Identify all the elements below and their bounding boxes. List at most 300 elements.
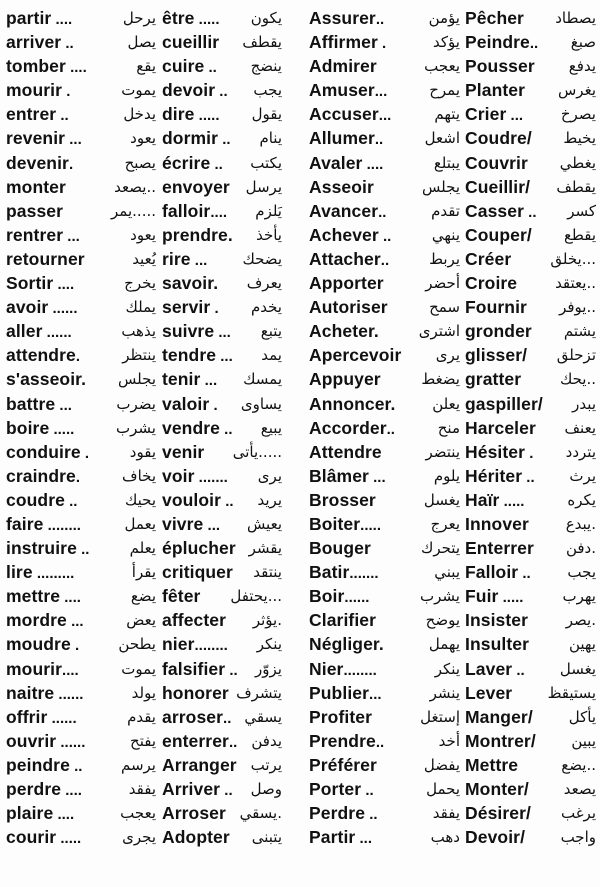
arabic-translation: ...يحتفل	[230, 587, 282, 606]
french-verb: arriver	[6, 32, 62, 53]
verb-entry	[309, 247, 460, 271]
verb-entry	[162, 223, 282, 247]
dot-separator: ..	[210, 155, 223, 173]
verb-entry	[309, 319, 460, 343]
arabic-translation: يغرس	[558, 81, 596, 100]
arabic-translation: يغطي	[559, 153, 596, 172]
french-verb: prendre.	[162, 224, 233, 245]
arabic-translation: يقطع	[563, 225, 596, 244]
verb-entry	[309, 777, 460, 801]
dot-separator: ..	[378, 203, 387, 221]
verb-entry	[465, 247, 596, 271]
dot-separator: .	[209, 396, 218, 414]
verb-entry	[6, 223, 156, 247]
french-verb: aller	[6, 321, 43, 342]
french-verb: mettre	[6, 586, 61, 607]
verb-entry	[162, 271, 282, 295]
verb-entry	[162, 512, 282, 536]
french-verb: falloir	[162, 200, 211, 221]
arabic-translation: يصبح	[124, 153, 156, 172]
verb-entry	[162, 319, 282, 343]
verb-entry	[162, 536, 282, 560]
french-verb: peindre	[6, 754, 70, 775]
dot-separator: ..	[221, 492, 234, 510]
french-verb: suivre	[162, 321, 215, 342]
verb-entry	[6, 512, 156, 536]
verb-entry	[162, 78, 282, 102]
dot-separator: .	[80, 444, 90, 462]
french-verb: Avaler	[309, 152, 363, 173]
verb-entry	[465, 102, 596, 126]
french-verb: Laver	[465, 658, 513, 679]
arabic-translation: يبين	[571, 731, 596, 750]
verb-entry	[6, 705, 156, 729]
french-verb: Blâmer	[309, 465, 369, 486]
french-verb: critiquer	[162, 562, 233, 583]
arabic-translation: يغسل	[423, 490, 460, 509]
french-verb: Attacher	[309, 248, 381, 269]
arabic-translation: إستغل	[420, 707, 460, 726]
french-verb: dormir	[162, 128, 219, 149]
arabic-translation: يربط	[429, 249, 460, 268]
french-verb: honorer	[162, 682, 229, 703]
verb-entry	[465, 6, 596, 30]
arabic-translation: يفقد	[432, 804, 460, 823]
arabic-translation: ..يحك	[559, 370, 596, 389]
arabic-translation: ينكر	[434, 659, 460, 678]
french-verb: Hésiter	[465, 441, 526, 462]
arabic-translation: يضحك	[242, 249, 282, 268]
verb-entry	[6, 657, 156, 681]
french-verb: Brosser	[309, 489, 376, 510]
french-verb: Perdre	[309, 803, 366, 824]
verb-entry	[162, 705, 282, 729]
verb-entry	[465, 801, 596, 825]
arabic-translation: يجرى	[122, 828, 156, 847]
dot-separator: .	[68, 155, 74, 173]
arabic-translation: يعود	[130, 225, 156, 244]
verb-entry	[6, 199, 156, 223]
arabic-translation: يبتلع	[433, 153, 460, 172]
arabic-translation: يرى	[435, 346, 460, 365]
french-verb: Hériter	[465, 465, 523, 486]
verb-entry	[309, 632, 460, 656]
verb-entry	[162, 584, 282, 608]
verb-entry	[162, 560, 282, 584]
dot-separator: ..	[522, 468, 535, 486]
french-verb: envoyer	[162, 176, 230, 197]
arabic-translation: يعلن	[432, 394, 460, 413]
french-verb: instruire	[6, 538, 77, 559]
verb-entry	[6, 536, 156, 560]
verb-entry	[6, 392, 156, 416]
verb-column-4	[465, 6, 596, 849]
verb-entry	[309, 295, 460, 319]
verb-entry	[309, 536, 460, 560]
arabic-translation: يموت	[121, 81, 156, 100]
arabic-translation: يرى	[257, 466, 282, 485]
dot-separator: .......	[194, 468, 228, 486]
verb-entry	[6, 247, 156, 271]
verb-entry	[309, 271, 460, 295]
verb-entry	[162, 729, 282, 753]
arabic-translation: يعود	[130, 129, 156, 148]
verb-entry	[6, 729, 156, 753]
french-verb: Arroser	[162, 803, 226, 824]
arabic-translation: يَلزم	[255, 201, 282, 220]
arabic-translation: دهب	[430, 828, 460, 847]
arabic-translation: .يسقي	[239, 804, 282, 823]
arabic-translation: يعرج	[430, 514, 460, 533]
arabic-translation: يحيك	[124, 490, 156, 509]
verb-entry	[6, 367, 156, 391]
verb-entry	[309, 753, 460, 777]
french-verb: Casser	[465, 200, 524, 221]
french-verb: monter	[6, 176, 66, 197]
french-verb: tenir	[162, 369, 201, 390]
arabic-translation: يلوم	[433, 466, 460, 485]
dot-separator: ..	[380, 251, 390, 269]
french-verb: Couvrir	[465, 152, 528, 173]
arabic-translation: ينكر	[256, 635, 282, 654]
french-verb: courir	[6, 827, 57, 848]
dot-separator: .....	[499, 492, 525, 510]
arabic-translation: يرغب	[560, 804, 596, 823]
verb-entry	[162, 151, 282, 175]
french-verb: retourner	[6, 248, 85, 269]
arabic-translation: يفضل	[423, 755, 460, 774]
dot-separator: ...	[203, 516, 221, 534]
dot-separator: ......	[56, 733, 86, 751]
arabic-translation: ..يضع	[561, 755, 596, 774]
arabic-translation: يتردد	[565, 442, 596, 461]
french-verb: lire	[6, 562, 33, 583]
french-verb: cueillir	[162, 32, 220, 53]
verb-entry	[465, 367, 596, 391]
arabic-translation: يرحل	[122, 9, 156, 27]
verb-entry	[465, 777, 596, 801]
arabic-translation: ..يعتقد	[555, 274, 596, 293]
verb-entry	[6, 608, 156, 632]
verb-entry	[6, 175, 156, 199]
arabic-translation: ينتظر	[122, 346, 156, 365]
dot-separator: .....	[498, 589, 524, 607]
dot-separator: ....	[61, 782, 82, 799]
arabic-translation: يرتب	[250, 755, 282, 774]
arabic-translation: يقطف	[242, 33, 282, 52]
verb-entry	[465, 126, 596, 150]
french-verb: Peindre	[465, 32, 530, 53]
french-verb: plaire	[6, 803, 54, 824]
french-verb: Haïr	[465, 489, 500, 510]
dot-separator: ..	[218, 131, 231, 149]
arabic-translation: ينتضر	[425, 442, 460, 461]
french-verb: gratter	[465, 369, 522, 390]
french-verb: rentrer	[6, 224, 64, 245]
arabic-translation: يكون	[250, 9, 282, 27]
verb-entry	[309, 825, 460, 849]
verb-entry	[309, 54, 460, 78]
arabic-translation: يدفع	[568, 57, 596, 76]
arabic-translation: يُعيد	[132, 249, 156, 268]
french-verb: boire	[6, 417, 50, 438]
arabic-translation: أخد	[438, 731, 460, 750]
french-verb: affecter	[162, 610, 227, 631]
arabic-translation: يتهم	[434, 105, 460, 124]
verb-entry	[162, 175, 282, 199]
verb-entry	[162, 199, 282, 223]
dot-separator: ..	[361, 782, 374, 799]
arabic-translation: يجلس	[422, 177, 460, 196]
french-verb: Nier	[309, 658, 344, 679]
dot-separator: .....	[194, 107, 220, 125]
verb-entry	[309, 584, 460, 608]
arabic-translation: يكتب	[250, 153, 282, 172]
french-verb: Amuser	[309, 80, 375, 101]
arabic-translation: يصعد	[563, 780, 596, 798]
verb-entry	[465, 464, 596, 488]
french-verb: nier	[162, 634, 195, 655]
arabic-translation: يذهب	[121, 322, 156, 341]
dot-separator: ..	[365, 806, 378, 824]
arabic-translation: تزحلق	[556, 346, 596, 365]
dot-separator: ....	[210, 203, 228, 221]
verb-entry	[6, 102, 156, 126]
arabic-translation: يشتم	[563, 322, 596, 341]
dot-separator: ....	[51, 11, 73, 28]
arabic-translation: يعيش	[246, 514, 282, 533]
dot-separator: ......	[54, 685, 84, 703]
verb-entry	[465, 608, 596, 632]
arabic-translation: يبيع	[260, 418, 282, 437]
french-verb: enterrer	[162, 730, 229, 751]
french-verb: Apercevoir	[309, 345, 402, 366]
french-verb: mourir	[6, 658, 63, 679]
arabic-translation: سمح	[429, 298, 460, 317]
arabic-translation: ينهي	[431, 225, 460, 244]
french-verb: avoir	[6, 297, 49, 318]
verb-entry	[6, 54, 156, 78]
verb-entry	[465, 512, 596, 536]
verb-entry	[162, 464, 282, 488]
verb-entry	[465, 536, 596, 560]
arabic-translation: يملك	[125, 298, 156, 317]
dot-separator: ...	[374, 83, 388, 101]
verb-entry	[309, 6, 460, 30]
arabic-translation: يقرأ	[131, 563, 156, 582]
arabic-translation: .يؤثر	[252, 611, 282, 630]
verb-entry	[309, 560, 460, 584]
french-verb: Montrer/	[465, 730, 536, 751]
dot-separator: ...	[378, 107, 392, 125]
dot-separator: .	[75, 348, 81, 366]
verb-entry	[309, 608, 460, 632]
french-verb: Allumer	[309, 128, 375, 149]
arabic-translation: يساوى	[240, 394, 282, 413]
verb-entry	[309, 392, 460, 416]
arabic-translation: يقشر	[248, 539, 282, 558]
dot-separator: ...	[369, 685, 382, 703]
dot-separator: ....	[362, 155, 384, 173]
verb-entry	[6, 295, 156, 319]
french-verb: Pêcher	[465, 8, 524, 28]
verb-entry	[162, 632, 282, 656]
verb-entry	[309, 440, 460, 464]
verb-entry	[162, 126, 282, 150]
arabic-translation: يفتح	[130, 731, 156, 750]
verb-entry	[6, 6, 156, 30]
verb-entry	[309, 223, 460, 247]
arabic-translation: .يبدع	[565, 514, 596, 533]
arabic-translation: يبني	[434, 563, 460, 582]
french-verb: Enterrer	[465, 538, 534, 559]
verb-entry	[162, 657, 282, 681]
arabic-translation: يخرج	[124, 274, 156, 293]
french-verb: Boir	[309, 586, 345, 607]
french-verb: Achever	[309, 224, 379, 245]
french-verb: tomber	[6, 56, 66, 77]
french-verb: gronder	[465, 321, 532, 342]
french-verb: coudre	[6, 489, 65, 510]
french-verb: dire	[162, 104, 195, 125]
dot-separator: ..	[375, 11, 385, 28]
french-verb: offrir	[6, 706, 48, 727]
verb-entry	[465, 681, 596, 705]
arabic-translation: يضع	[130, 587, 156, 606]
dot-separator: .	[70, 637, 80, 655]
arabic-translation: يضرب	[116, 394, 156, 413]
verb-entry	[162, 343, 282, 367]
arabic-translation: ينشر	[429, 683, 460, 702]
arabic-translation: يولد	[131, 683, 156, 702]
arabic-translation: يهمل	[428, 635, 460, 654]
verb-entry	[6, 560, 156, 584]
french-verb: Devoir/	[465, 827, 526, 848]
verb-entry	[309, 78, 460, 102]
verb-entry	[309, 729, 460, 753]
verb-entry	[6, 319, 156, 343]
arabic-translation: يمرح	[429, 81, 460, 100]
verb-entry	[162, 54, 282, 78]
french-verb: passer	[6, 200, 64, 221]
verb-entry	[309, 512, 460, 536]
french-verb: voir	[162, 465, 195, 486]
dot-separator: ........	[194, 637, 228, 655]
arabic-translation: يكره	[567, 490, 596, 509]
dot-separator: .	[210, 300, 219, 318]
dot-separator: .....	[56, 830, 82, 848]
arabic-translation: يأكل	[568, 707, 596, 726]
french-verb: Planter	[465, 80, 526, 101]
french-verb: Bouger	[309, 538, 371, 559]
dot-separator: ..	[378, 227, 392, 245]
dot-separator: ......	[47, 709, 77, 727]
verb-entry	[162, 777, 282, 801]
arabic-translation: يستيقظ	[547, 683, 596, 702]
french-verb: moudre	[6, 634, 71, 655]
arabic-translation: يعجب	[424, 57, 460, 76]
verb-entry	[309, 416, 460, 440]
dot-separator: ..	[374, 131, 384, 149]
arabic-translation: وصل	[250, 780, 282, 798]
verb-entry	[162, 416, 282, 440]
french-verb: Désirer/	[465, 803, 531, 824]
french-verb: éplucher	[162, 538, 236, 559]
french-verb: naitre	[6, 682, 55, 703]
arabic-translation: يجب	[567, 563, 596, 582]
arabic-translation: يرث	[569, 466, 596, 485]
verb-entry	[162, 6, 282, 30]
dot-separator: ..	[220, 782, 233, 799]
verb-entry	[309, 657, 460, 681]
dot-separator: ..	[223, 709, 232, 727]
verb-entry	[6, 151, 156, 175]
french-verb: rire	[162, 248, 191, 269]
verb-entry	[465, 657, 596, 681]
french-verb: attendre	[6, 345, 76, 366]
french-verb: Acheter.	[309, 321, 379, 342]
verb-entry	[162, 681, 282, 705]
verb-entry	[6, 584, 156, 608]
french-verb: perdre	[6, 779, 62, 799]
dot-separator: ..	[518, 565, 531, 583]
verb-entry	[309, 102, 460, 126]
french-verb: Fuir	[465, 586, 499, 607]
verb-column-2	[162, 6, 282, 849]
arabic-translation: يوضح	[425, 611, 460, 630]
french-verb: vivre	[162, 513, 204, 534]
verb-entry	[465, 223, 596, 247]
dot-separator: ..	[220, 420, 233, 438]
french-verb: cuire	[162, 56, 205, 77]
verb-entry	[465, 584, 596, 608]
arabic-translation: يتشرف	[236, 683, 282, 702]
verb-entry	[309, 367, 460, 391]
verb-entry	[465, 416, 596, 440]
arabic-translation: يخدم	[250, 298, 282, 317]
verb-entry	[309, 705, 460, 729]
dot-separator: ....	[65, 59, 87, 77]
arabic-translation: يشرب	[420, 587, 460, 606]
french-verb: Pousser	[465, 56, 535, 77]
arabic-translation: منح	[437, 418, 460, 437]
french-verb: devoir	[162, 80, 216, 101]
verb-entry	[465, 705, 596, 729]
french-verb: Couper/	[465, 224, 532, 245]
french-verb: faire	[6, 513, 44, 534]
dot-separator: ..	[375, 733, 385, 751]
french-verb: craindre	[6, 465, 76, 486]
arabic-translation: .....يمر	[111, 201, 156, 220]
arabic-translation: اشترى	[418, 322, 460, 341]
dot-separator: ....	[53, 806, 75, 824]
french-verb: entrer	[6, 104, 57, 125]
arabic-translation: يصل	[127, 33, 156, 52]
dot-separator: ...	[368, 468, 386, 486]
arabic-translation: يدخل	[123, 105, 156, 124]
french-verb: Sortir	[6, 273, 54, 294]
arabic-translation: يبدر	[572, 394, 596, 413]
dot-separator: ...	[200, 372, 218, 390]
french-verb: Préférer	[309, 754, 377, 775]
french-verb: Innover	[465, 513, 529, 534]
arabic-translation: .....يأتى	[232, 442, 282, 461]
french-verb: venir	[162, 441, 205, 462]
french-verb: vendre	[162, 417, 220, 438]
arabic-translation: يضغط	[421, 370, 460, 389]
verb-entry	[6, 78, 156, 102]
arabic-translation: اشعل	[424, 129, 460, 148]
